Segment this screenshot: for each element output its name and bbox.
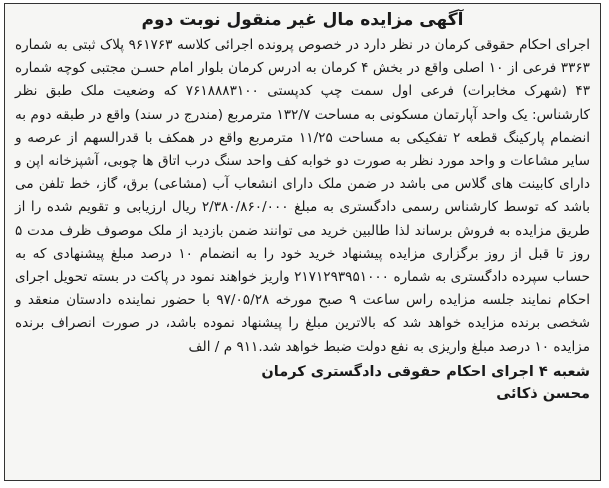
- notice-title: آگهی مزایده مال غیر منقول نوبت دوم: [141, 10, 464, 30]
- auction-notice: [4, 3, 601, 481]
- signature-name: محسن ذکائی: [496, 385, 590, 402]
- notice-body: اجرای احکام حقوقی کرمان در نظر دارد در خصوص پرونده اجرائی کلاسه ۹۶۱۷۶۳ پلاک ثبتی به شماره ۳۳۶۳ فرعی از ۱۰ اصلی واقع در بخش ۴ کرمان به ادرس کرمان بلوار امام حسـن مجتبی کوچه شماره ۴۳ (شهرک مخابرات) فرعی اول سمت چپ کدپستی ۷۶۱۸۸۸۳۱۰۰ که وضعیت ملک طبق نظر کارشناس: یک واحد آپارتمان مسکونی به مساحت ۱۳۲/۷ مترمربع (مندرج در سند) واقع در طبقه دوم به انضمام پارکینگ قطعه ۲ تفکیکی به مساحت ۱۱/۲۵ مترمربع واقع در همکف با قدرالسهم از عرصه و سایر مشاعات و واحد مورد نظر به صورت دو خوابه کف واحد سنگ درب اتاق ها چوبی، آشپزخانه اپن و دارای کابینت های گلاس می باشد در ضمن ملک دارای انشعاب آب (مشاعی) برق، گاز، خط تلفن می باشد که توسط کارشناس رسمی دادگستری به مبلغ ۲/۳۸۰/۸۶۰/۰۰۰ ریال ارزیابی و تقویم شده را از طریق مزایده به فروش برساند لذا طالبین خرید می توانند ضمن بازدید از ملک موصوف ظرف مدت ۵ روز تا قبل از روز برگزاری مزایده پیشنهاد خرید خود را به انضمام ۱۰ درصد مبلغ پیشنهادی که به حساب سپرده دادگستری به شماره ۲۱۷۱۲۹۳۹۵۱۰۰۰ واریز خواهند نمود در پاکت در بسته تحویل اجرای احکام نمایند جلسه مزایده راس ساعت ۹ صبح مورخه ۹۷/۰۵/۲۸ با حضور نماینده دادستان منعقد و شخصی برنده مزایده خواهد شد که بالاترین مبلغ را پیشنهاد نموده باشد، در صورت انصراف برنده مزایده ۱۰ درصد مبلغ واریزی به نفع دولت ضبط خواهد شد.۹۱۱ م / الف: [15, 37, 591, 355]
- signature-office: شعبه ۴ اجرای احکام حقوقی دادگستری کرمان: [261, 363, 590, 380]
- notice-signature: [15, 361, 590, 405]
